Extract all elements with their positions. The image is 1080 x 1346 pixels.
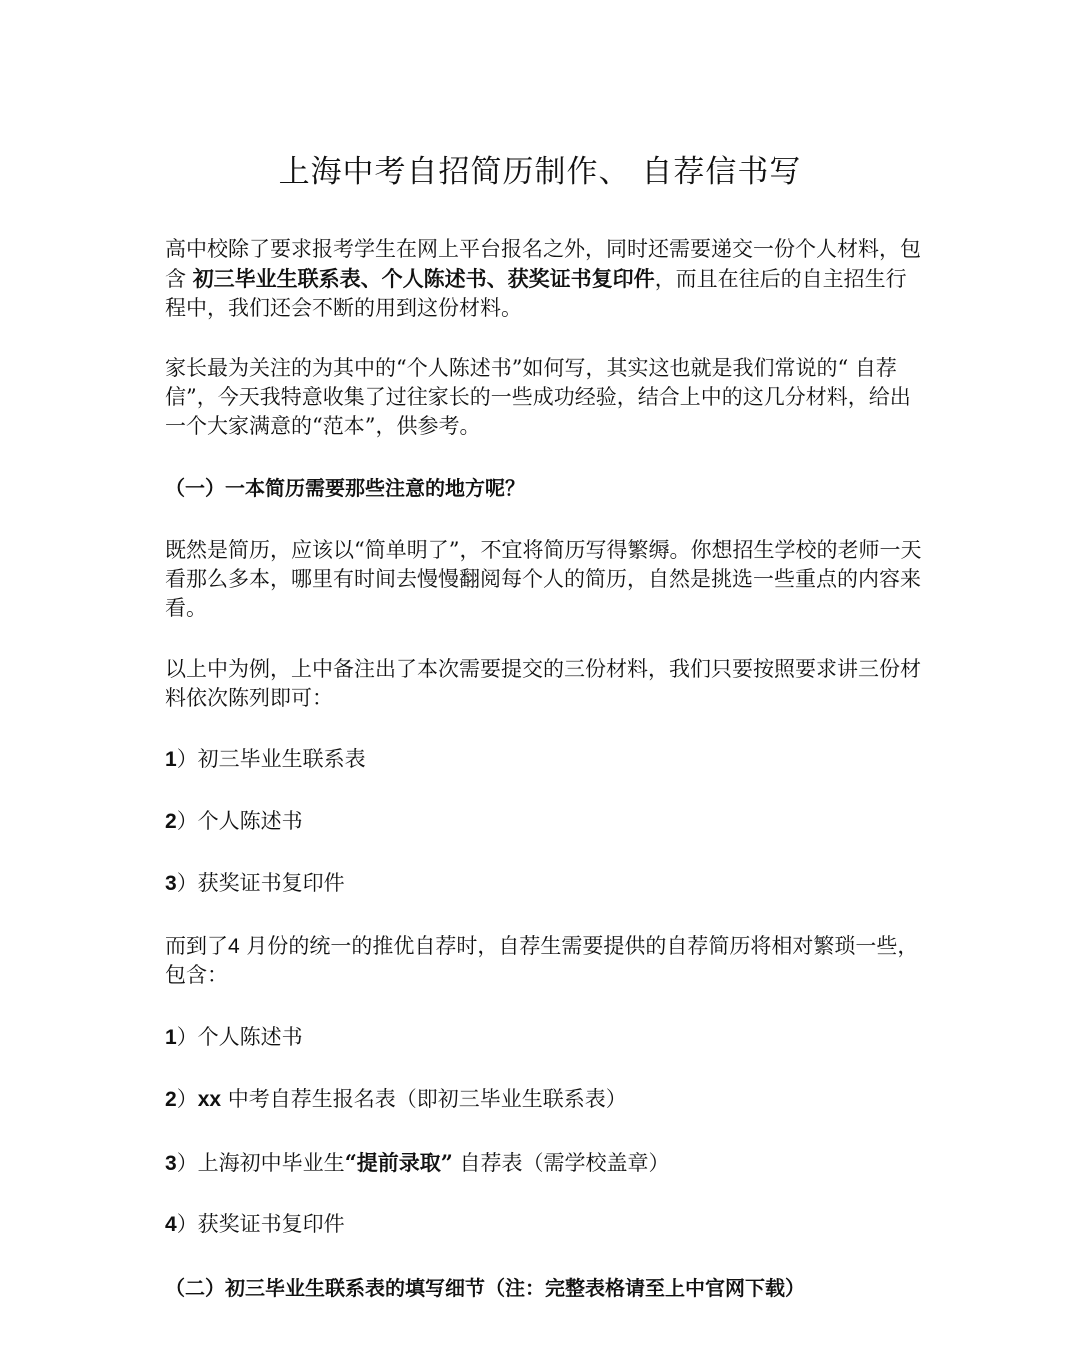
list2-item-2-latin: xx bbox=[197, 1088, 222, 1111]
paragraph-april bbox=[165, 932, 925, 990]
paragraph-april-text-a: 而到了 bbox=[165, 934, 228, 958]
list2-item-2-text: 中考自荐生报名表（即初三毕业生联系表） bbox=[221, 1087, 627, 1111]
section-heading-1: （一）一本简历需要那些注意的地方呢？ bbox=[165, 476, 525, 500]
document-title: 上海中考自招简历制作、 自荐信书写 bbox=[278, 154, 802, 190]
paragraph-april-number: 4 bbox=[228, 935, 240, 958]
list1-item-2 bbox=[165, 807, 925, 836]
list2-item-4 bbox=[165, 1210, 925, 1239]
list2-item-3-text-a: ）上海初中毕业生 bbox=[176, 1151, 345, 1175]
paragraph-parents: 家长最为关注的为其中的“个人陈述书”如何写，其实这也就是我们常说的“ 自荐信”，今天我特意收集了过往家长的一些成功经验，结合上中的这几分材料，给出一个大家满意的“范本”，供参考。 bbox=[165, 356, 911, 438]
paragraph-intro bbox=[165, 235, 925, 323]
paragraph-intro-bold: 初三毕业生联系表、个人陈述书、获奖证书复印件 bbox=[192, 266, 655, 291]
list2-item-3 bbox=[165, 1148, 925, 1178]
list2-item-2 bbox=[165, 1085, 925, 1114]
list2-item-3-bold: “提前录取” bbox=[344, 1150, 453, 1175]
paragraph-april-text-b: 月份的统一的推优自荐时，自荐生需要提供的自荐简历将相对繁琐一些，包含： bbox=[165, 934, 919, 987]
list2-item-1 bbox=[165, 1023, 925, 1052]
list2-item-2-prefix: ） bbox=[176, 1087, 198, 1111]
list1-item-3 bbox=[165, 869, 925, 898]
paragraph-intro-text-a: 高中校除了要求报考学生在网上平台报名之外，同时还需要递交一份个人材料，包含 bbox=[165, 237, 921, 291]
list2-item-3-text-b: 自荐表（需学校盖章） bbox=[452, 1151, 670, 1175]
list1-item-1-text: ）初三毕业生联系表 bbox=[176, 747, 366, 771]
paragraph-resume: 既然是简历，应该以“简单明了”，不宜将简历写得繁缛。你想招生学校的老师一天看那么多本，哪里有时间去慢慢翻阅每个人的简历，自然是挑选一些重点的内容来看。 bbox=[165, 538, 922, 620]
list2-item-1-number: 1 bbox=[165, 1026, 177, 1049]
list1-item-3-number: 3 bbox=[165, 872, 177, 895]
list2-item-4-text: ）获奖证书复印件 bbox=[176, 1212, 345, 1236]
list1-item-2-number: 2 bbox=[165, 810, 177, 833]
list2-item-3-number: 3 bbox=[165, 1152, 177, 1175]
list1-item-1-number: 1 bbox=[165, 748, 177, 771]
list1-item-2-text: ）个人陈述书 bbox=[176, 809, 303, 833]
list2-item-2-number: 2 bbox=[165, 1088, 177, 1111]
list1-item-1 bbox=[165, 745, 925, 774]
list1-item-3-text: ）获奖证书复印件 bbox=[176, 871, 345, 895]
list2-item-4-number: 4 bbox=[165, 1213, 177, 1236]
list2-item-1-text: ）个人陈述书 bbox=[176, 1025, 303, 1049]
paragraph-example: 以上中为例，上中备注出了本次需要提交的三份材料，我们只要按照要求讲三份材料依次陈列即可： bbox=[165, 657, 921, 710]
paragraph-intro-text-b: ，而且在往后的自主招生行程中，我们还会不断的用到这份材料。 bbox=[165, 267, 907, 320]
section-heading-2: （二）初三毕业生联系表的填写细节（注：完整表格请至上中官网下载） bbox=[165, 1276, 805, 1300]
